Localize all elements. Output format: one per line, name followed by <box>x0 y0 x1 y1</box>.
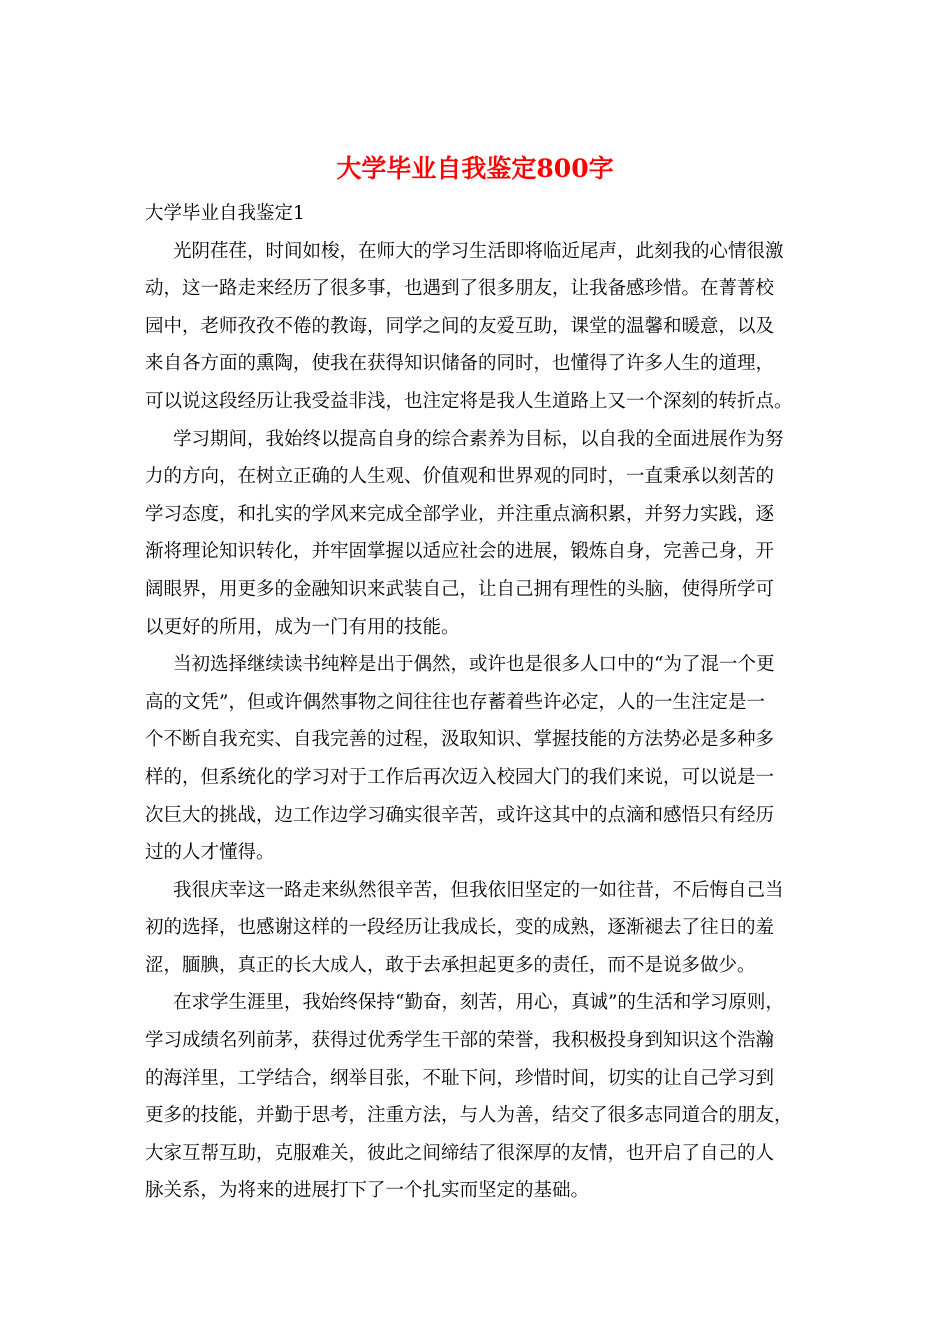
paragraph-line: 样的，但系统化的学习对于工作后再次迈入校园大门的我们来说，可以说是一 <box>145 766 775 788</box>
paragraph-line: 学习成绩名列前茅，获得过优秀学生干部的荣誉，我积极投身到知识这个浩瀚 <box>145 1030 775 1052</box>
paragraph-5 <box>145 984 825 1210</box>
paragraph-line: 光阴荏荏，时间如梭，在师大的学习生活即将临近尾声，此刻我的心情很激 <box>173 240 784 262</box>
paragraph-line: 涩，腼腆，真正的长大成人，敢于去承担起更多的责任，而不是说多做少。 <box>145 954 756 976</box>
paragraph-line: 的海洋里，工学结合，纲举目张，不耻下问，珍惜时间，切实的让自己学习到 <box>145 1067 775 1089</box>
paragraph-line: 动，这一路走来经历了很多事，也遇到了很多朋友，让我备感珍惜。在菁菁校 <box>145 278 775 300</box>
paragraph-line: 渐将理论知识转化，并牢固掌握以适应社会的进展，锻炼自身，完善己身，开 <box>145 541 775 563</box>
paragraph-line: 在求学生涯里，我始终保持“勤奋，刻苦，用心，真诚”的生活和学习原则， <box>173 992 784 1014</box>
paragraph-line: 力的方向，在树立正确的人生观、价值观和世界观的同时，一直秉承以刻苦的 <box>145 466 775 488</box>
paragraph-1 <box>145 233 825 421</box>
paragraph-line: 以更好的所用，成为一门有用的技能。 <box>145 616 460 638</box>
paragraph-line: 高的文凭”，但或许偶然事物之间往往也存蓄着些许必定，人的一生注定是一 <box>145 691 765 713</box>
paragraph-4 <box>145 872 825 985</box>
paragraph-line: 初的选择，也感谢这样的一段经历让我成长，变的成熟，逐渐褪去了往日的羞 <box>145 917 775 939</box>
section-heading: 大学毕业自我鉴定1 <box>145 203 305 224</box>
paragraph-line: 脉关系，为将来的进展打下了一个扎实而坚定的基础。 <box>145 1180 590 1202</box>
paragraph-line: 来自各方面的熏陶，使我在获得知识储备的同时，也懂得了许多人生的道理， <box>145 353 775 375</box>
document-body <box>145 195 825 1210</box>
paragraph-line: 园中，老师孜孜不倦的教诲，同学之间的友爱互助，课堂的温馨和暖意，以及 <box>145 315 775 337</box>
paragraph-2 <box>145 421 825 647</box>
paragraph-line: 我很庆幸这一路走来纵然很辛苦，但我依旧坚定的一如往昔，不后悔自己当 <box>173 879 784 901</box>
paragraph-line: 次巨大的挑战，边工作边学习确实很辛苦，或许这其中的点滴和感悟只有经历 <box>145 804 775 826</box>
paragraph-line: 学习态度，和扎实的学风来完成全部学业，并注重点滴积累，并努力实践，逐 <box>145 503 775 525</box>
paragraph-line: 可以说这段经历让我受益非浅，也注定将是我人生道路上又一个深刻的转折点。 <box>145 390 793 412</box>
paragraph-line: 当初选择继续读书纯粹是出于偶然，或许也是很多人口中的“为了混一个更 <box>173 654 775 676</box>
paragraph-line: 阔眼界，用更多的金融知识来武装自己，让自己拥有理性的头脑，使得所学可 <box>145 578 775 600</box>
paragraph-line: 更多的技能，并勤于思考，注重方法，与人为善，结交了很多志同道合的朋友， <box>145 1105 793 1127</box>
paragraph-3 <box>145 646 825 872</box>
paragraph-line: 过的人才懂得。 <box>145 842 275 864</box>
document-title: 大学毕业自我鉴定800字 <box>336 154 614 183</box>
paragraph-line: 大家互帮互助，克服难关，彼此之间缔结了很深厚的友情，也开启了自己的人 <box>145 1142 775 1164</box>
paragraph-line: 个不断自我充实、自我完善的过程，汲取知识、掌握技能的方法势必是多种多 <box>145 729 775 751</box>
paragraph-line: 学习期间，我始终以提高自身的综合素养为目标，以自我的全面进展作为努 <box>173 428 784 450</box>
